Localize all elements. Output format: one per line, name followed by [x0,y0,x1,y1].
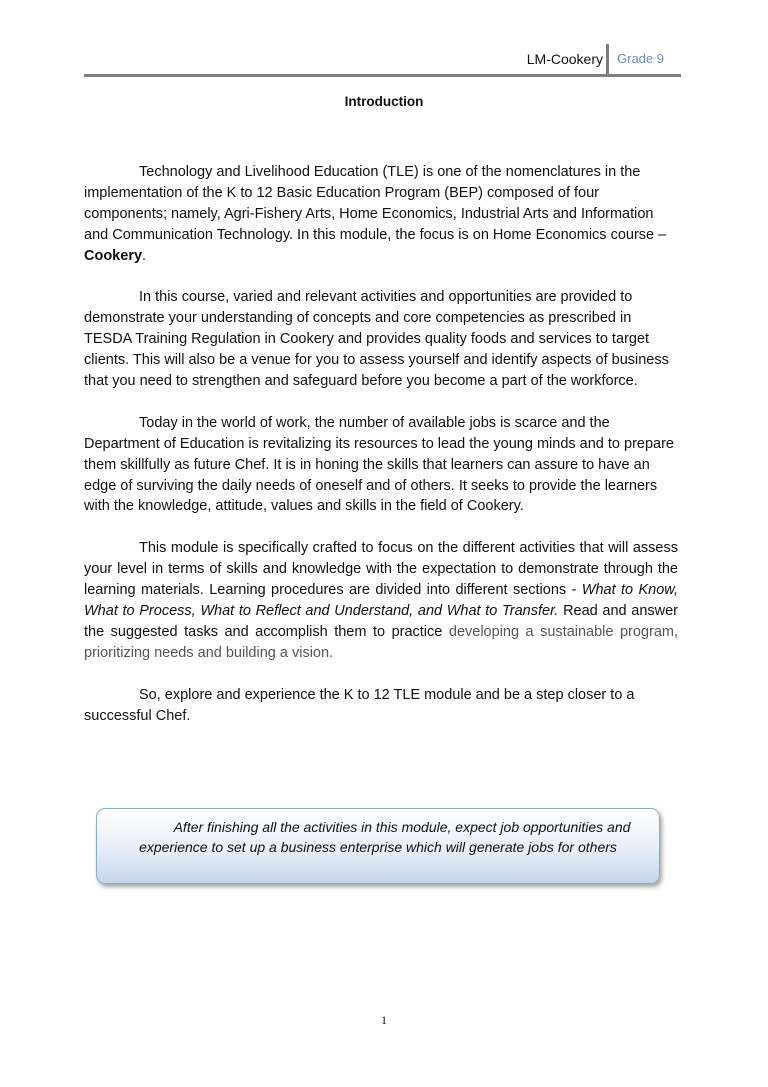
header-grade-label: Grade 9 [617,51,664,66]
paragraph-tle [84,162,678,267]
paragraph-world-of-work [84,413,678,518]
paragraph-module-sections: What to Know, What to Process, What to Reflect and Understand, and What to Transfer. [84,582,678,619]
cookery-bold: Cookery [84,247,143,264]
paragraph-closing-text: So, explore and experience the K to 12 TLE module and be a step closer to a successful Chef. [84,686,635,724]
page-number: 1 [381,1013,387,1027]
paragraph-world-of-work-text: Today in the world of work, the number of available jobs is scarce and the Department of Education is revitalizing its resources to lead the young minds and to prepare them skillfully as future Chef. It is in honing the skills that learners can assure to have an edge of surviving the daily needs of oneself and of others. It seeks to provide the learners with the knowledge, attitude, values and skills in the field of Cookery. [84,414,674,515]
header-rule [84,74,681,77]
paragraph-module-practice: developing a sustainable program, prioritizing needs and building a vision. [84,623,679,661]
callout-text [115,817,641,857]
paragraph-module-middle: Read and answer the suggested tasks and accomplish them to practice [84,602,679,640]
paragraph-course [84,287,678,392]
callout-box [96,808,660,884]
paragraph-closing [84,685,678,727]
paragraph-tle-end: . [142,247,147,264]
paragraph-module [84,538,678,663]
paragraph-tle-text: Technology and Livelihood Education (TLE) is one of the nomenclatures in the implementation of the K to 12 Basic Education Program (BEP) composed of four components; namely, Agri-Fishery Arts, Home Economics, Industrial Arts and Information and Communication Technology. In this module, the focus is on Home Economics course – [84,164,667,243]
body-text [84,162,678,726]
callout-text-content: After finishing all the activities in this module, expect job opportunities and experience to set up a business enterprise which will generate jobs for others [139,819,631,855]
header-separator [606,44,609,74]
paragraph-course-text: In this course, varied and relevant activities and opportunities are provided to demonstrate your understanding of concepts and core competencies as prescribed in TESDA Training Regulation in Cookery and provides quality foods and services to target clients. This will also be a venue for you to assess yourself and identify aspects of business that you need to strengthen and safeguard before you become a part of the workforce. [84,289,669,390]
paragraph-module-text: This module is specifically crafted to focus on the different activities that will assess your level in terms of skills and knowledge with the expectation to demonstrate through the learning materials. Learning procedures are divided into different sections - [84,540,678,599]
page-title: Introduction [344,94,424,109]
header-module-label: LM-Cookery [526,51,603,67]
